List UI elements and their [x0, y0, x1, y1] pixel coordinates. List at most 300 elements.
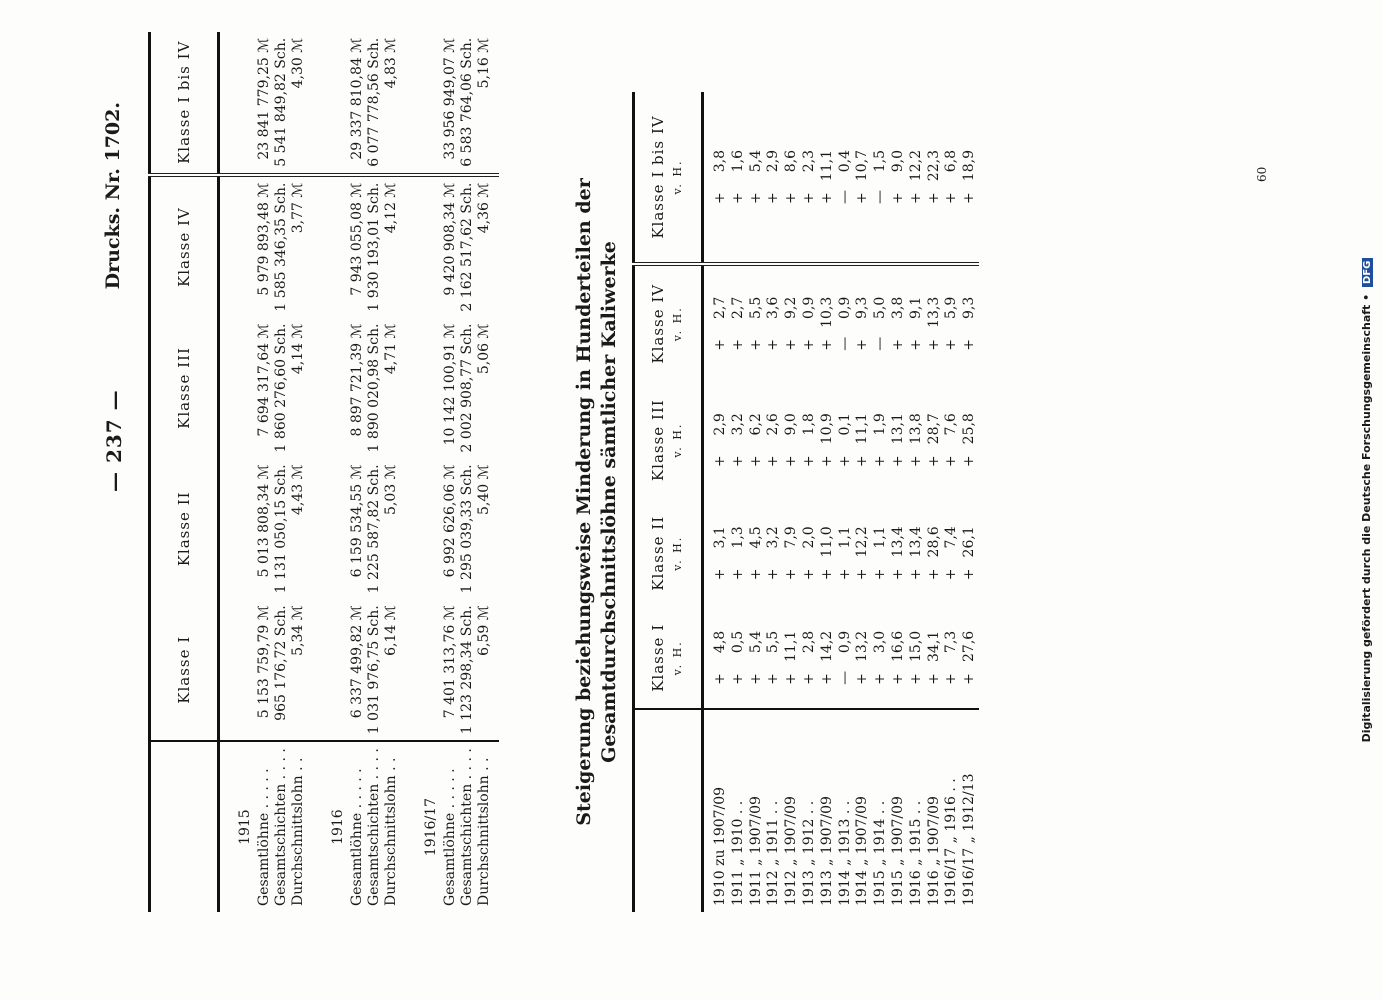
value: 5,4 [747, 150, 764, 173]
table-cell [926, 92, 944, 264]
table-cell: 7 943 055,08 ℳ [349, 182, 365, 296]
sign: + [854, 673, 871, 685]
value: 6,2 [747, 413, 764, 436]
value: 10,3 [818, 296, 835, 328]
empty-cell [313, 175, 349, 318]
table-row [349, 32, 366, 912]
value: 28,7 [925, 413, 942, 445]
empty-cell [406, 599, 442, 741]
table-row [926, 92, 944, 912]
value: 3,8 [889, 296, 906, 320]
row-label: 1913 „ 1912 . . [801, 709, 819, 912]
table-cell: 8 897 721,39 ℳ [349, 323, 365, 437]
table-cell [943, 499, 961, 608]
value: 1,1 [872, 526, 889, 549]
sign: + [872, 568, 889, 581]
empty-cell [406, 32, 442, 175]
row-label: 1916 „ 1915 . . [908, 709, 926, 912]
value: 5,5 [765, 630, 782, 654]
sign: + [961, 455, 978, 468]
table-row [459, 32, 476, 912]
sign: + [800, 455, 817, 468]
sign: + [729, 673, 746, 685]
value: 2,3 [800, 150, 817, 173]
sign: + [765, 673, 782, 685]
table-cell: 965 176,72 Sch. [273, 605, 289, 721]
table-cell [854, 499, 872, 608]
table-row [383, 32, 406, 912]
row-label: Gesamtschichten . . . . [459, 741, 476, 912]
value: 28,6 [925, 526, 942, 558]
wages-col-class-4: Klasse IV [175, 207, 193, 287]
sign: + [943, 192, 960, 205]
value: 10,7 [854, 150, 871, 182]
value: 34,1 [925, 630, 942, 662]
value: 14,2 [818, 630, 835, 662]
sign: + [747, 192, 764, 205]
sign: + [747, 339, 764, 351]
sign: + [712, 192, 728, 205]
table-cell [748, 608, 766, 709]
sign: + [783, 673, 800, 685]
sign: + [729, 455, 746, 468]
table-cell [703, 381, 730, 498]
wages-year-label: 1916/17 [406, 741, 442, 912]
value: 26,1 [961, 526, 978, 558]
table-cell [837, 264, 855, 381]
table-cell: 4,14 ℳ [290, 323, 306, 375]
table-cell [908, 264, 926, 381]
value: 0,4 [836, 150, 853, 173]
value: 9,3 [961, 296, 978, 320]
value: 12,2 [907, 150, 924, 182]
table-cell [730, 608, 748, 709]
sign: + [943, 339, 960, 351]
wages-col-total: Klasse I bis IV [150, 32, 219, 175]
table-row [366, 32, 383, 912]
table-cell [961, 264, 979, 381]
increase-table-body [703, 92, 979, 912]
table-cell: 4,83 ℳ [383, 32, 406, 175]
table-cell [854, 264, 872, 381]
table-row [890, 92, 908, 912]
value: 5,0 [872, 296, 889, 320]
table-cell [926, 608, 944, 709]
sign: + [836, 455, 853, 468]
table-cell: 5,03 ℳ [383, 464, 399, 516]
value: 3,0 [872, 630, 889, 654]
wages-year-row [406, 32, 442, 912]
sign: + [889, 673, 906, 685]
sign: + [818, 455, 835, 468]
row-label: 1914 „ 1907/09 [854, 709, 872, 912]
table-cell: 4,71 ℳ [383, 323, 399, 375]
table-cell [748, 381, 766, 498]
table-row [273, 32, 290, 912]
sign: + [925, 339, 942, 351]
table-cell: 7 401 313,76 ℳ [442, 605, 458, 719]
value: 18,9 [961, 150, 978, 182]
sign: + [961, 339, 978, 351]
table-cell: 2 162 517,62 Sch. [459, 182, 475, 312]
value: 16,6 [889, 630, 906, 662]
table-row [908, 92, 926, 912]
side-number: 60 [1255, 166, 1269, 182]
value: 3,2 [729, 413, 746, 436]
table-cell: 6 992 626,06 ℳ [442, 464, 458, 578]
table-cell [765, 608, 783, 709]
table-cell [703, 608, 730, 709]
sign: — [836, 190, 853, 205]
value: 5,5 [747, 296, 764, 320]
value: 13,4 [907, 526, 924, 558]
sign: + [854, 568, 871, 581]
table-cell [872, 264, 890, 381]
sign: + [818, 339, 835, 351]
value: 9,0 [783, 413, 800, 436]
table-cell [783, 499, 801, 608]
row-label: 1916 „ 1907/09 [926, 709, 944, 912]
table-cell [943, 92, 961, 264]
table-row [765, 92, 783, 912]
sign: + [889, 339, 906, 351]
table-cell [783, 608, 801, 709]
sign: + [818, 192, 835, 205]
table-cell [783, 264, 801, 381]
page-header [82, 102, 132, 912]
sign: + [712, 568, 728, 581]
table-cell [908, 608, 926, 709]
value: 1,9 [872, 413, 889, 436]
sign: + [800, 192, 817, 205]
value: 9,2 [783, 296, 800, 320]
sign: + [854, 339, 871, 351]
table-cell [872, 92, 890, 264]
table-cell: 33 956 949,07 ℳ [442, 32, 459, 175]
table-cell [703, 92, 730, 264]
value: 2,9 [765, 150, 782, 173]
sign: + [783, 455, 800, 468]
sign: + [783, 192, 800, 205]
increase-table [632, 92, 979, 912]
table-row [837, 92, 855, 912]
table-cell: 9 420 908,34 ℳ [442, 182, 458, 296]
table-cell: 1 123 298,34 Sch. [459, 605, 475, 735]
table-cell [890, 608, 908, 709]
table-cell [890, 499, 908, 608]
row-label: Gesamtlöhne . . . . . [349, 741, 366, 912]
table-cell: 2 002 908,77 Sch. [459, 323, 475, 453]
value: 5,4 [747, 630, 764, 654]
table-cell [961, 608, 979, 709]
table-cell [908, 381, 926, 498]
sign: + [729, 339, 746, 351]
table-cell [801, 381, 819, 498]
table-cell: 6 583 764,06 Sch. [459, 32, 476, 175]
value: 7,6 [943, 413, 960, 436]
wages-table-header [150, 32, 219, 912]
row-label: 1916/17 „ 1916 . . [943, 709, 961, 912]
table-cell [943, 381, 961, 498]
table-cell: 1 131 050,15 Sch. [273, 464, 289, 594]
row-label: Gesamtlöhne . . . . . [256, 741, 273, 912]
table-row [819, 92, 837, 912]
table-cell [961, 92, 979, 264]
value: 2,7 [729, 296, 746, 320]
empty-cell [219, 32, 257, 175]
table-cell [854, 608, 872, 709]
table-cell: 1 860 276,60 Sch. [273, 323, 289, 453]
sign: + [943, 568, 960, 581]
row-label: 1912 „ 1907/09 [783, 709, 801, 912]
table-cell [801, 608, 819, 709]
table-cell [908, 92, 926, 264]
increase-col-class-4: Klasse IV v. H. [649, 283, 684, 364]
sign: + [889, 568, 906, 581]
wages-year-label: 1915 [219, 741, 257, 912]
sign: + [818, 673, 835, 685]
value: 11,0 [818, 526, 835, 558]
table-cell [703, 264, 730, 381]
row-label: 1911 „ 1907/09 [748, 709, 766, 912]
empty-cell [219, 599, 257, 741]
sign: + [854, 455, 871, 468]
sign: + [747, 673, 764, 685]
value: 8,6 [783, 150, 800, 173]
table-row [703, 92, 730, 912]
table-cell [890, 381, 908, 498]
table-row [730, 92, 748, 912]
value: 3,2 [765, 526, 782, 549]
value: 1,8 [800, 413, 817, 436]
value: 13,4 [889, 526, 906, 558]
wages-table-body [219, 32, 500, 912]
value: 9,3 [854, 296, 871, 320]
sign: + [712, 673, 728, 685]
sign: + [907, 673, 924, 685]
table-cell [783, 92, 801, 264]
wages-col-class-2: Klasse II [175, 491, 193, 567]
empty-cell [313, 318, 349, 459]
sign: + [712, 455, 728, 468]
row-label: Durchschnittslohn . . [290, 741, 313, 912]
value: 0,1 [836, 413, 853, 436]
table-cell: 6,14 ℳ [383, 605, 399, 656]
row-label: Gesamtschichten . . . . [366, 741, 383, 912]
sign: + [925, 673, 942, 685]
sign: + [729, 568, 746, 581]
table-cell: 3,77 ℳ [290, 182, 306, 234]
table-cell: 4,43 ℳ [290, 464, 306, 516]
digitization-text: Digitalisierung gefördert durch die Deutsche Forschungsgemeinschaft • [1360, 293, 1373, 743]
table-cell: 1 890 020,98 Sch. [366, 323, 382, 453]
value: 2,8 [800, 630, 817, 654]
table-cell [854, 92, 872, 264]
table-cell [926, 381, 944, 498]
sign: + [765, 455, 782, 468]
value: 25,8 [961, 413, 978, 445]
value: 1,5 [872, 150, 889, 173]
sign: + [800, 673, 817, 685]
value: 22,3 [925, 150, 942, 182]
sign: + [747, 455, 764, 468]
table-cell [890, 92, 908, 264]
table-cell [801, 92, 819, 264]
table-row [961, 92, 979, 912]
sign: + [729, 192, 746, 205]
value: 13,1 [889, 413, 906, 445]
value: 11,1 [783, 630, 800, 662]
value: 9,1 [907, 296, 924, 320]
increase-table-header [634, 92, 703, 912]
sign: + [907, 568, 924, 581]
table-cell [748, 92, 766, 264]
table-row [290, 32, 313, 912]
sign: + [712, 339, 728, 351]
table-cell: 6 077 778,56 Sch. [366, 32, 383, 175]
increase-col-label [634, 709, 703, 912]
row-label: 1915 „ 1907/09 [890, 709, 908, 912]
sign: + [907, 455, 924, 468]
table-cell: 5 013 808,34 ℳ [256, 464, 272, 578]
table-cell: 23 841 779,25 ℳ [256, 32, 273, 175]
table-cell: 1 930 193,01 Sch. [366, 182, 382, 312]
table-cell [943, 264, 961, 381]
value: 5,9 [943, 296, 960, 320]
table-cell [730, 92, 748, 264]
table-cell [748, 264, 766, 381]
value: 3,6 [765, 296, 782, 320]
sign: + [961, 568, 978, 581]
row-label: 1910 zu 1907/09 [703, 709, 730, 912]
row-label: 1913 „ 1907/09 [819, 709, 837, 912]
table-cell [819, 499, 837, 608]
table-cell [765, 264, 783, 381]
print-number: Drucks. Nr. 1702. [102, 102, 124, 290]
value: 11,1 [818, 150, 835, 182]
dfg-logo: DFG [1362, 258, 1373, 287]
value: 10,9 [818, 413, 835, 445]
table-cell [872, 381, 890, 498]
table-cell: 4,30 ℳ [290, 32, 313, 175]
sign: + [925, 455, 942, 468]
table-cell [703, 499, 730, 608]
value: 7,3 [943, 630, 960, 654]
value: 12,2 [854, 526, 871, 558]
value: 11,1 [854, 413, 871, 445]
table-row [783, 92, 801, 912]
table-cell: 6 337 499,82 ℳ [349, 605, 365, 719]
table-row [442, 32, 459, 912]
wages-col-label [150, 741, 219, 912]
value: 15,0 [907, 630, 924, 662]
sign: + [800, 339, 817, 351]
empty-cell [219, 458, 257, 599]
value: 13,3 [925, 296, 942, 328]
sign: + [889, 455, 906, 468]
table-cell [854, 381, 872, 498]
table-cell: 29 337 810,84 ℳ [349, 32, 366, 175]
table-cell [730, 381, 748, 498]
value: 2,0 [800, 526, 817, 549]
wages-year-row [219, 32, 257, 912]
table-cell: 5 979 893,48 ℳ [256, 182, 272, 296]
table-cell: 1 585 346,35 Sch. [273, 182, 289, 312]
table-cell [908, 499, 926, 608]
row-label: 1912 „ 1911 . . [765, 709, 783, 912]
sign: + [925, 192, 942, 205]
empty-cell [406, 458, 442, 599]
empty-cell [313, 599, 349, 741]
table-cell [819, 92, 837, 264]
row-label: 1911 „ 1910 . . [730, 709, 748, 912]
table-cell [943, 608, 961, 709]
table-cell [748, 499, 766, 608]
sign: + [961, 192, 978, 205]
value: 0,9 [836, 630, 853, 654]
table-cell [837, 608, 855, 709]
value: 3,8 [712, 150, 728, 173]
table-cell [801, 499, 819, 608]
table-row [801, 92, 819, 912]
row-label: 1916/17 „ 1912/13 [961, 709, 979, 912]
value: 1,1 [836, 526, 853, 549]
value: 7,9 [783, 526, 800, 549]
table-row [872, 92, 890, 912]
increase-col-class-2: Klasse II v. H. [649, 515, 684, 591]
value: 13,2 [854, 630, 871, 662]
empty-cell [219, 175, 257, 318]
increase-table-title: Steigerung beziehungsweise Minderung in Hunderteilen der Gesamtdurchschnittslöhne sämtlicher Kaliwerke [573, 178, 620, 826]
value: 2,7 [712, 296, 728, 320]
wages-col-class-3: Klasse III [175, 347, 193, 429]
sign: + [836, 568, 853, 581]
table-cell [765, 381, 783, 498]
sign: + [872, 673, 889, 685]
table-cell [872, 608, 890, 709]
wages-col-class-1: Klasse I [175, 635, 193, 704]
table-cell [819, 381, 837, 498]
table-cell [926, 499, 944, 608]
increase-col-total: Klasse I bis IV v. H. [634, 92, 703, 264]
sign: + [783, 568, 800, 581]
row-label: Gesamtlöhne . . . . . [442, 741, 459, 912]
value: 9,0 [889, 150, 906, 173]
table-cell: 1 031 976,75 Sch. [366, 605, 382, 735]
table-row [476, 32, 499, 912]
row-label: 1914 „ 1913 . . [837, 709, 855, 912]
value: 0,9 [836, 296, 853, 320]
table-cell: 4,36 ℳ [476, 182, 492, 234]
table-row [854, 92, 872, 912]
wages-year-label: 1916 [313, 741, 349, 912]
value: 4,5 [747, 526, 764, 549]
empty-cell [313, 458, 349, 599]
value: 2,6 [765, 413, 782, 436]
sign: + [961, 673, 978, 685]
value: 1,6 [729, 150, 746, 173]
table-cell [837, 92, 855, 264]
sign: — [836, 336, 853, 351]
page-number: — 237 — [102, 389, 126, 492]
table-cell [730, 264, 748, 381]
sign: + [765, 568, 782, 581]
table-cell [872, 499, 890, 608]
row-label: Gesamtschichten . . . . [273, 741, 290, 912]
sign: + [943, 455, 960, 468]
row-label: Durchschnittslohn . . [383, 741, 406, 912]
sign: + [800, 568, 817, 581]
